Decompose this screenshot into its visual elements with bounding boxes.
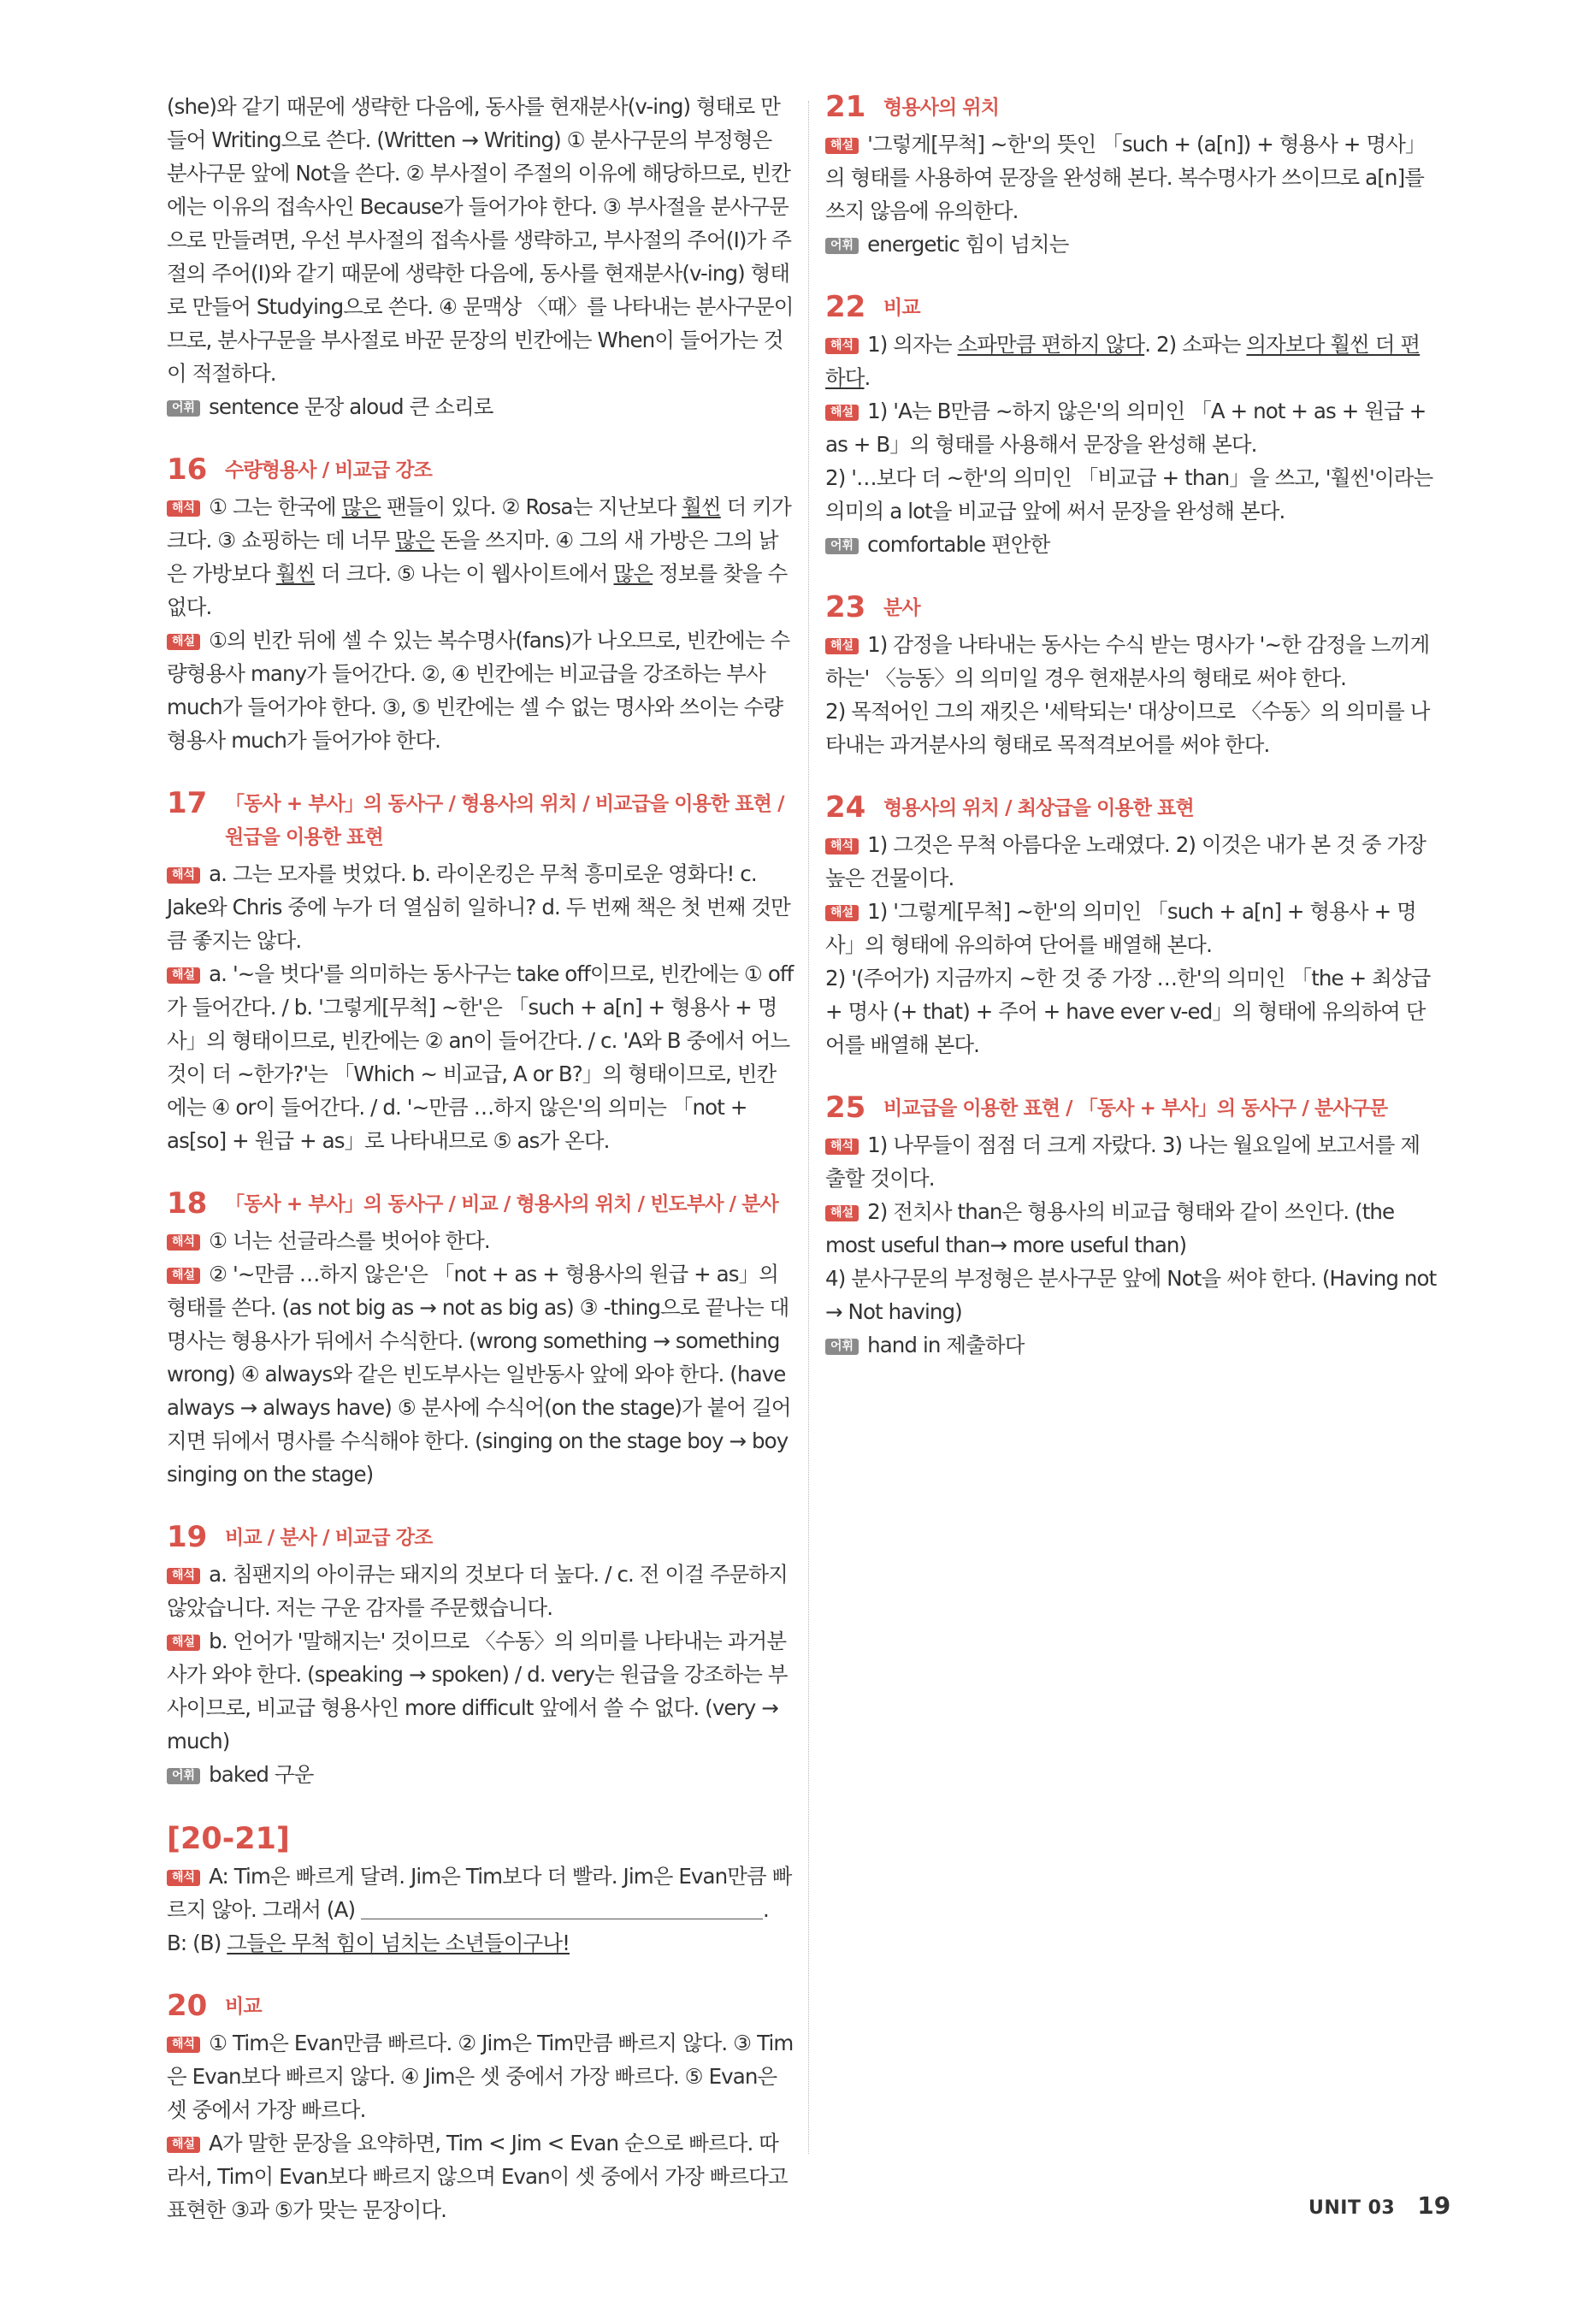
page-number: 19 — [1417, 2191, 1451, 2220]
vocab-line — [167, 390, 795, 423]
translation-text: . — [864, 365, 871, 390]
explanation-badge: 해설 — [167, 2137, 200, 2153]
explanation-text-2: 4) 분사구문의 부정형은 분사구문 앞에 Not을 써야 한다. (Having not → Not having) — [825, 1266, 1437, 1324]
question-17 — [167, 786, 795, 1157]
underlined-word: 훨씬 — [682, 494, 721, 519]
question-number: 24 — [825, 790, 866, 825]
translation-badge: 해석 — [167, 1568, 200, 1584]
question-topic: 형용사의 위치 — [883, 97, 1000, 119]
translation-line — [825, 328, 1437, 394]
question-topic: 「동사 + 부사」의 동사구 / 형용사의 위치 / 비교급을 이용한 표현 / 원급을 이용한 표현 — [225, 793, 784, 849]
explanation-line — [167, 624, 795, 757]
vocab-text: hand in 제출하다 — [867, 1333, 1025, 1357]
right-column — [825, 90, 1437, 1362]
translation-badge: 해석 — [825, 338, 859, 354]
vocab-badge: 어휘 — [167, 1768, 200, 1784]
question-topic: 수량형용사 / 비교급 강조 — [225, 459, 433, 482]
underlined-answer: 의자보다 훨씬 더 편하다 — [825, 332, 1421, 390]
explanation-text: a. '~을 벗다'를 의미하는 동사구는 take off이므로, 빈칸에는 ① off가 들어간다. / b. '그렇게[무척] ~한'은 「such + a[n] + 형용사 + 명사」의 형태이므로, 빈칸에는 ② an이 들어간다. / c. 'A와 B 중에서 어느 것이 더 ~한가?'는 「Which ~ 비교급, A or B?」의 형태이므로, 빈칸에는 ④ or이 들어간다. / d. '~만큼 …하지 않은'의 의미는 「not + as[so] + 원급 + as」로 나타내므로 ⑤ as가 온다. — [167, 961, 794, 1153]
translation-line — [167, 2026, 795, 2126]
translation-text: ① Tim은 Evan만큼 빠르다. ② Jim은 Tim만큼 빠르지 않다. ③ Tim은 Evan보다 빠르지 않다. ④ Jim은 셋 중에서 가장 빠르다. ⑤ Evan은 셋 중에서 가장 빠르다. — [167, 2031, 794, 2122]
translation-line — [167, 1558, 795, 1624]
translation-text: . 2) 소파는 — [1144, 332, 1247, 357]
question-topic: 비교 — [883, 297, 920, 319]
explanation-text: '그렇게[무척] ~한'의 뜻인 「such + (a[n]) + 형용사 + 명사」의 형태를 사용하여 문장을 완성해 본다. 복수명사가 쓰이므로 a[n]를 쓰지 않음에 유의한다. — [825, 132, 1426, 223]
explanation-text: 1) 'A는 B만큼 ~하지 않은'의 의미인 「A + not + as + 원급 + as + B」의 형태를 사용해서 문장을 완성해 본다. — [825, 399, 1426, 457]
translation-badge: 해석 — [167, 1234, 200, 1251]
question-header — [825, 290, 1437, 325]
explanation-badge: 해설 — [167, 1635, 200, 1651]
vocab-line — [167, 1758, 795, 1791]
question-header — [167, 786, 795, 854]
translation-line — [167, 490, 795, 624]
translation-text: 더 크다. ⑤ 나는 이 웹사이트에서 — [315, 561, 614, 586]
translation-text: 돈을 쓰지마. ④ 그의 새 가방은 그의 낡은 가방보다 — [167, 528, 778, 586]
question-topic: 형용사의 위치 / 최상급을 이용한 표현 — [883, 797, 1194, 819]
question-header — [825, 1091, 1437, 1126]
translation-text: 1) 나무들이 점점 더 크게 자랐다. 3) 나는 월요일에 보고서를 제출할 것이다. — [825, 1132, 1421, 1191]
question-19 — [167, 1520, 795, 1791]
explanation-line — [167, 2126, 795, 2226]
translation-text: ① 너는 선글라스를 벗어야 한다. — [209, 1228, 490, 1253]
translation-badge: 해석 — [167, 1870, 200, 1886]
question-header — [825, 590, 1437, 625]
question-header — [825, 790, 1437, 825]
translation-line — [167, 857, 795, 957]
period: . — [762, 1897, 769, 1922]
explanation-text-2: 2) '(주어가) 지금까지 ~한 것 중 가장 …한'의 의미인 「the + 최상급 + 명사 (+ that) + 주어 + have ever v-ed」의 형태에 유의하여 단어를 배열해 본다. — [825, 966, 1431, 1057]
underlined-word: 많은 — [395, 528, 434, 553]
explanation-badge: 해설 — [167, 634, 200, 650]
question-header — [167, 1186, 795, 1221]
translation-badge: 해석 — [825, 838, 859, 854]
question-20 — [167, 1989, 795, 2226]
question-number: 23 — [825, 590, 866, 624]
explanation-text: b. 언어가 '말해지는' 것이므로 〈수동〉의 의미를 나타내는 과거분사가 와야 한다. (speaking → spoken) / d. very는 원급을 강조하는 부사이므로, 비교급 형용사인 more difficult 앞에서 쓸 수 없다. (very → much) — [167, 1629, 788, 1753]
explanation-text-2: 2) 목적어인 그의 재킷은 '세탁되는' 대상이므로 〈수동〉의 의미를 나타내는 과거분사의 형태로 목적격보어를 써야 한다. — [825, 699, 1430, 757]
question-number: 19 — [167, 1520, 208, 1554]
vocab-text: comfortable 편안한 — [867, 532, 1050, 557]
explanation-badge: 해설 — [825, 638, 859, 654]
question-header — [825, 90, 1437, 125]
page-footer — [1308, 2191, 1450, 2220]
explanation-line — [167, 957, 795, 1157]
question-23 — [825, 590, 1437, 761]
translation-line — [167, 1860, 795, 1926]
vocab-line — [825, 228, 1437, 261]
question-group-20-21 — [167, 1820, 795, 1960]
question-24 — [825, 790, 1437, 1061]
question-number: 21 — [825, 90, 866, 124]
dialogue-b-prefix: B: (B) — [167, 1931, 227, 1955]
translation-line — [167, 1224, 795, 1257]
explanation-badge: 해설 — [167, 967, 200, 984]
question-number: 22 — [825, 290, 866, 324]
vocab-text: sentence 문장 aloud 큰 소리로 — [209, 394, 493, 419]
explanation-text: 2) 전치사 than은 형용사의 비교급 형태와 같이 쓰인다. (the most useful than→ more useful than) — [825, 1199, 1395, 1257]
question-25 — [825, 1091, 1437, 1362]
vocab-badge: 어휘 — [825, 1339, 859, 1355]
translation-text: 더 키가 크다. ③ 쇼핑하는 데 너무 — [167, 494, 791, 553]
translation-badge: 해석 — [167, 2037, 200, 2053]
translation-text: ① 그는 한국에 — [209, 494, 342, 519]
explanation-text: 1) '그렇게[무척] ~한'의 의미인 「such + a[n] + 형용사 + 명사」의 형태에 유의하여 단어를 배열해 본다. — [825, 899, 1416, 957]
explanation-badge: 해설 — [167, 1268, 200, 1284]
explanation-line — [825, 394, 1437, 461]
continued-explanation: (she)와 같기 때문에 생략한 다음에, 동사를 현재분사(v-ing) 형태로 만들어 Writing으로 쓴다. (Written → Writing) ① 분사구문의 부정형은 분사구문 앞에 Not을 쓴다. ② 부사절이 주절의 이유에 해당하므로, 빈칸에는 이유의 접속사인 Because가 들어가야 한다. ③ 부사절을 분사구문으로 만들려면, 우선 부사절의 접속사를 생략하고, 부사절의 주어(I)가 주절의 주어(I)와 같기 때문에 생략한 다음에, 동사를 현재분사(v-ing) 형태로 만들어 Studying으로 쓴다. ④ 문맥상 〈때〉를 나타내는 분사구문이므로, 분사구문을 부사절로 바꾼 문장의 빈칸에는 When이 들어가는 것이 적절하다. — [167, 94, 794, 386]
underlined-answer: 소파만큼 편하지 않다 — [957, 332, 1145, 357]
translation-text: a. 침팬지의 아이큐는 돼지의 것보다 더 높다. / c. 전 이걸 주문하지 않았습니다. 저는 구운 감자를 주문했습니다. — [167, 1562, 788, 1620]
unit-label: UNIT 03 — [1308, 2197, 1396, 2219]
left-column — [167, 90, 795, 2226]
question-topic: 비교급을 이용한 표현 / 「동사 + 부사」의 동사구 / 분사구문 — [883, 1097, 1388, 1120]
question-header — [167, 1520, 795, 1555]
question-18 — [167, 1186, 795, 1491]
question-topic: 「동사 + 부사」의 동사구 / 비교 / 형용사의 위치 / 빈도부사 / 분사 — [225, 1193, 778, 1215]
question-number: 20 — [167, 1989, 208, 2023]
translation-text: 정보를 찾을 수 없다. — [167, 561, 788, 619]
explanation-badge: 해설 — [825, 138, 859, 154]
explanation-line — [167, 1257, 795, 1491]
question-22 — [825, 290, 1437, 561]
underlined-word: 많은 — [613, 561, 653, 586]
vocab-text: energetic 힘이 넘치는 — [867, 232, 1069, 257]
vocab-badge: 어휘 — [167, 400, 200, 417]
translation-badge: 해석 — [825, 1138, 859, 1155]
question-number: 16 — [167, 452, 208, 487]
explanation-line — [825, 895, 1437, 961]
underlined-word: 많은 — [341, 494, 381, 519]
translation-text: 1) 그것은 무척 아름다운 노래였다. 2) 이것은 내가 본 것 중 가장 높은 건물이다. — [825, 832, 1426, 890]
explanation-text: ② '~만큼 …하지 않은'은 「not + as + 형용사의 원급 + as」의 형태를 쓴다. (as not big as → not as big as) ③ -thing으로 끝나는 대명사는 형용사가 뒤에서 수식한다. (wrong something → something wrong) ④ always와 같은 빈도부사는 일반동사 앞에 와야 한다. (have always → always have) ⑤ 분사에 수식어(on the stage)가 붙어 길어지면 뒤에서 명사를 수식해야 한다. (singing on the stage boy → boy singing on the stage) — [167, 1262, 791, 1487]
question-number: 25 — [825, 1091, 866, 1125]
underlined-answer: 그들은 무척 힘이 넘치는 소년들이구나! — [227, 1931, 570, 1955]
explanation-text-2: 2) '…보다 더 ~한'의 의미인 「비교급 + than」을 쓰고, '훨씬'이라는 의미의 a lot을 비교급 앞에 써서 문장을 완성해 본다. — [825, 465, 1433, 523]
translation-text: a. 그는 모자를 벗었다. b. 라이온킹은 무척 흥미로운 영화다! c. Jake와 Chris 중에 누가 더 열심히 일하니? d. 두 번째 책은 첫 번째 것만큼 좋지는 않다. — [167, 861, 790, 953]
group-heading: [20-21] — [167, 1822, 290, 1856]
question-header — [167, 1989, 795, 2024]
explanation-line — [167, 1624, 795, 1758]
question-21 — [825, 90, 1437, 261]
underlined-word: 훨씬 — [275, 561, 316, 586]
dialogue-a: A: Tim은 빠르게 달려. Jim은 Tim보다 더 빨라. Jim은 Evan만큼 빠르지 않아. 그래서 (A) — [167, 1864, 792, 1922]
vocab-line — [825, 1328, 1437, 1362]
translation-text: 1) 의자는 — [867, 332, 958, 357]
explanation-text: A가 말한 문장을 요약하면, Tim < Jim < Evan 순으로 빠르다. 따라서, Tim이 Evan보다 빠르지 않으며 Evan이 셋 중에서 가장 빠르다고 표현한 ③과 ⑤가 맞는 문장이다. — [167, 2131, 788, 2222]
question-topic: 비교 / 분사 / 비교급 강조 — [225, 1527, 433, 1549]
explanation-line — [825, 1195, 1437, 1262]
translation-badge: 해석 — [167, 867, 200, 884]
vocab-line — [825, 528, 1437, 561]
explanation-line — [825, 127, 1437, 228]
question-topic: 분사 — [883, 597, 920, 619]
translation-badge: 해석 — [167, 500, 200, 517]
vocab-badge: 어휘 — [825, 538, 859, 554]
vocab-text: baked 구운 — [209, 1762, 314, 1787]
answer-blank — [361, 1898, 763, 1919]
column-divider — [808, 101, 809, 2154]
explanation-badge: 해설 — [825, 1205, 859, 1221]
vocab-badge: 어휘 — [825, 238, 859, 254]
dialogue-b-line — [167, 1926, 795, 1960]
question-16 — [167, 452, 795, 757]
explanation-text: 1) 감정을 나타내는 동사는 수식 받는 명사가 '~한 감정을 느끼게 하는' 〈능동〉의 의미일 경우 현재분사의 형태로 써야 한다. — [825, 632, 1430, 690]
explanation-badge: 해설 — [825, 905, 859, 921]
question-header — [167, 452, 795, 488]
translation-line — [825, 1128, 1437, 1195]
question-topic: 비교 — [225, 1996, 262, 2018]
question-number: 17 — [167, 786, 208, 820]
question-number: 18 — [167, 1186, 208, 1221]
explanation-line — [825, 628, 1437, 695]
translation-line — [825, 828, 1437, 895]
explanation-text: ①의 빈칸 뒤에 셀 수 있는 복수명사(fans)가 나오므로, 빈칸에는 수량형용사 many가 들어간다. ②, ④ 빈칸에는 비교급을 강조하는 부사 much가 들어가야 한다. ③, ⑤ 빈칸에는 셀 수 없는 명사와 쓰이는 수량형용사 much가 들어가야 한다. — [167, 628, 790, 753]
translation-text: 팬들이 있다. ② Rosa는 지난보다 — [381, 494, 682, 519]
explanation-badge: 해설 — [825, 405, 859, 421]
